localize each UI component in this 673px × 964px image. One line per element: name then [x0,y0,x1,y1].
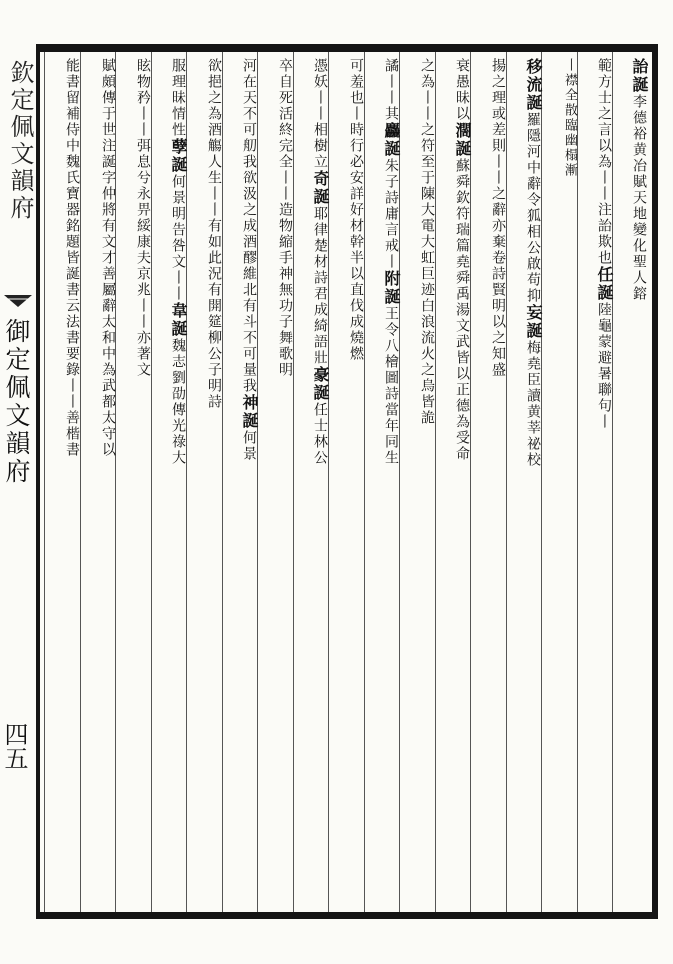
text-column [296,58,328,908]
entry-text: 揚之理或差則丨丨之辭亦棄 [490,58,506,250]
column-rule [222,52,223,912]
text-column [260,58,292,908]
entry-text: 服理昧情性 [170,58,186,138]
entry-headword: 附誕 [382,270,401,306]
page-number: 四五 [0,722,28,770]
entry-headword: 流誕 [524,76,543,112]
entry-text: 範方士之言以為丨丨注詒欺也 [596,58,612,266]
text-column [402,58,434,908]
entry-text: 能書留補侍中魏氏寶器銘題皆誕書云法書要錄丨丨善楷書 [64,58,80,458]
page-border-right [652,44,658,919]
column-rule [506,52,507,912]
entry-text: 夫京兆丨丨亦著文 [135,250,151,378]
text-column [331,58,363,908]
entry-text: 弭息兮永畀綏康 [135,138,151,250]
text-column [225,58,257,908]
entry-text: 明詩 [206,378,222,410]
text-column [438,58,470,908]
entry-text: 卷詩賢明以之知盛 [490,250,506,378]
entry-headword: 妄誕 [524,304,543,340]
entry-headword: 豪誕 [311,366,330,402]
entry-headword: 奇誕 [311,170,330,206]
margin-top-text: 欽定佩文韻府 [6,60,34,222]
entry-text: 河在天不可舠我欲汲之成酒醪維北有斗不可量我 [241,58,257,394]
column-rule [541,52,542,912]
column-rule [470,52,471,912]
column-rule [399,52,400,912]
entry-text: 何景明告咎文丨丨 [170,174,186,302]
entry-text: 卒自死活終完全 [277,58,293,170]
entry-text: 譎丨丨其 [383,58,399,122]
fish-tail-mark-icon [4,295,32,313]
column-rule [364,52,365,912]
entry-text: 欲挹之為酒觴人生丨丨有如此況有開筵柳公子 [206,58,222,378]
column-rule [44,52,45,912]
column-rule [577,52,578,912]
column-rule [151,52,152,912]
entry-text: 何景 [241,430,257,462]
entry-headword: 孽誕 [169,138,188,174]
entry-text: 丨襟全散臨幽榻漸 [562,58,577,178]
entry-text: 耶律楚材詩君成綺語壯 [312,206,328,366]
entry-text: 羅隱河中辭令狐相公啟苟抑 [525,112,541,304]
entry-text: 任士林公 [312,402,328,466]
entry-text: 朱子詩庸言戒丨 [383,158,399,270]
text-column [189,58,221,908]
text-column [509,58,541,908]
entry-text: 王令八檜圖詩當年同生 [383,306,399,466]
text-column [580,58,612,908]
entry-text: 丨時行必安詳 [348,106,364,202]
column-rule [612,52,613,912]
entry-text: 丨丨造物縮手神無功 [277,170,293,314]
entry-text: 好材幹半以直伐成燒燃 [348,202,364,362]
column-rule [257,52,258,912]
text-column [367,58,399,908]
book-title-margin: 御定佩文韻府 [2,318,31,486]
entry-text: 眩物矜丨丨 [135,58,151,138]
text-column [154,58,186,908]
entry-text: 魏志劉劭傳光祿大 [170,338,186,466]
text-column [83,58,115,908]
entry-text: 梅堯臣讀黄莘祕校 [525,340,541,468]
text-column [615,58,647,908]
entry-text: 蘇舜欽符瑞篇堯舜禹湯文武皆以正德為受命 [454,158,470,462]
entry-headword: 神誕 [240,394,259,430]
column-rule [80,52,81,912]
entry-headword: 移 [524,58,543,76]
entry-text: 賦頗傳于世注誕字仲將有文才善屬辭太和中為武都太守以 [100,58,116,458]
page-border-bottom [36,912,658,919]
text-column [544,58,576,908]
column-rule [293,52,294,912]
entry-headword: 任誕 [595,266,614,302]
entry-text: 子舞歌明 [277,314,293,378]
text-column [118,58,150,908]
entry-headword: 韋誕 [169,302,188,338]
page-border-top [36,44,658,52]
entry-text: 之為丨丨之符至于陳大電大虹巨迹白浪流火之烏皆詭 [419,58,435,426]
entry-headword: 詒誕 [630,58,649,94]
column-rule [186,52,187,912]
text-column [47,58,79,908]
column-rule [435,52,436,912]
page-border-left [36,44,40,919]
entry-headword: 麤誕 [382,122,401,158]
entry-text: 可羞也 [348,58,364,106]
entry-text: 李德裕黄冶賦天地變化聖人鎔 [631,94,647,302]
text-column [473,58,505,908]
entry-text: 衰愚昧以 [454,58,470,122]
entry-text: 憑妖丨丨相樹立 [312,58,328,170]
entry-headword: 濶誕 [453,122,472,158]
entry-text: 陸龜蒙避暑聯句丨 [596,302,612,430]
